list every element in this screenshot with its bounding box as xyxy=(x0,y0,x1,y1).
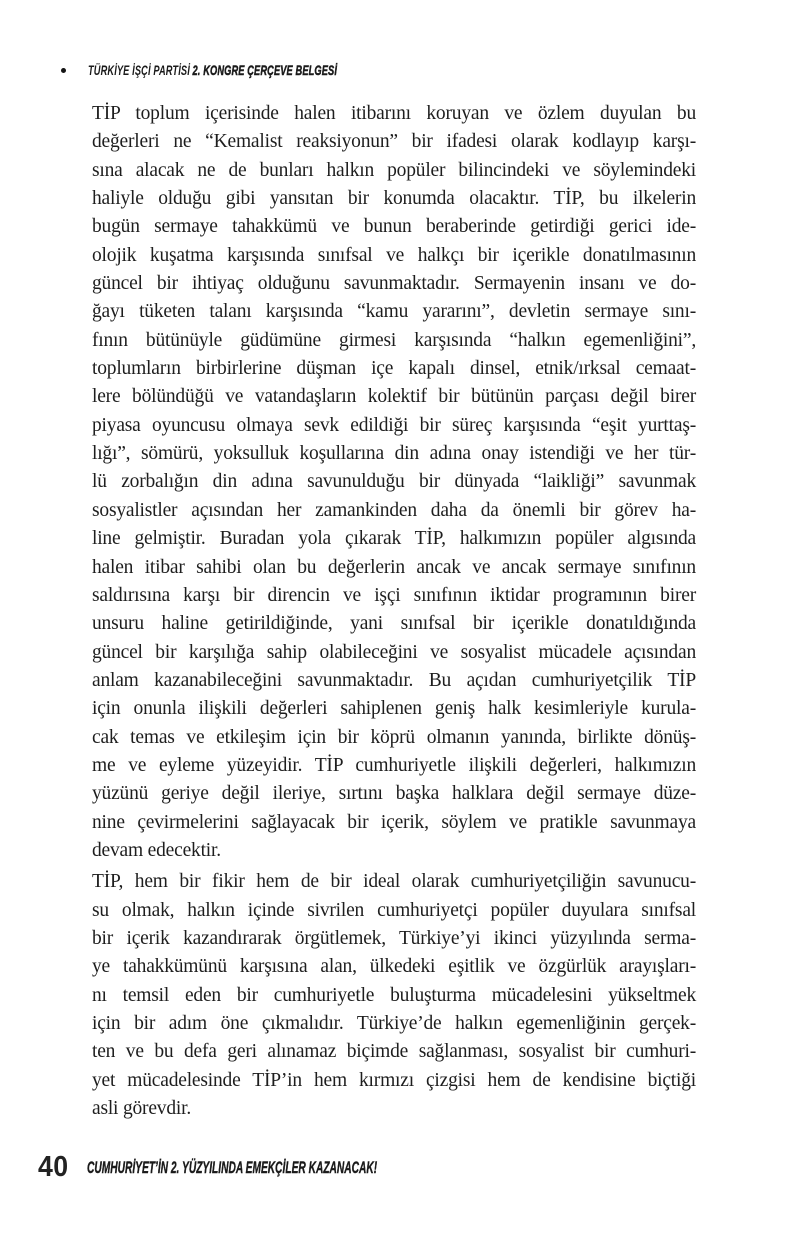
text-line: güncel bir ihtiyaç olduğunu savunmaktadır. Sermayenin insanı ve do- xyxy=(92,273,696,295)
bullet-icon xyxy=(61,68,66,73)
running-header xyxy=(61,63,465,78)
text-line: ten ve bu defa geri alınamaz biçimde sağlanması, sosyalist bir cumhuri- xyxy=(92,1041,696,1063)
text-line: güncel bir karşılığa sahip olabileceğini ve sosyalist mücadele açısından xyxy=(92,641,696,663)
text-line: lığı”, sömürü, yoksulluk koşullarına din adına onay istendiği ve her tür- xyxy=(92,443,696,465)
text-line: line gelmiştir. Buradan yola çıkarak TİP, halkımızın popüler algısında xyxy=(92,528,696,550)
text-line: ye tahakkümünü karşısına alan, ülkedeki eşitlik ve özgürlük arayışları- xyxy=(92,956,696,978)
running-header-title xyxy=(88,63,337,78)
text-line: bir içerik kazandırarak örgütlemek, Türkiye’yi ikinci yüzyılında serma- xyxy=(92,927,696,949)
paragraph xyxy=(92,100,696,865)
text-line: ğayı tüketen talanı karşısında “kamu yararını”, devletin sermaye sını- xyxy=(92,301,696,323)
text-line: bugün sermaye tahakkümü ve bunun beraberinde getirdiği gerici ide- xyxy=(92,216,696,238)
text-line: saldırısına karşı bir direncin ve işçi sınıfının iktidar programının birer xyxy=(92,584,696,606)
text-line: için onunla ilişkili değerleri sahiplenen geniş halk kesimleriyle kurula- xyxy=(92,698,696,720)
text-line: sına alacak ne de bunları halkın popüler bilincindeki ve söylemindeki xyxy=(92,159,696,181)
page-number: 40 xyxy=(38,1151,69,1183)
text-line: unsuru haline getirildiğinde, yani sınıfsal bir içerikle donatıldığında xyxy=(92,613,696,635)
running-header-title-left: TÜRKİYE İŞÇİ PARTİSİ xyxy=(88,62,190,78)
text-line: yet mücadelesinde TİP’in hem kırmızı çizgisi hem de kendisine biçtiği xyxy=(92,1069,696,1091)
text-line: piyasa oyuncusu olmaya sevk edildiği bir süreç karşısında “eşit yurttaş- xyxy=(92,414,696,436)
text-line: halen itibar sahibi olan bu değerlerin ancak ve ancak sermaye sınıfının xyxy=(92,556,696,578)
text-line: için bir adım öne çıkmalıdır. Türkiye’de halkın egemenliğinin gerçek- xyxy=(92,1013,696,1034)
text-line: cak temas ve etkileşim için bir köprü olmanın yanında, birlikte dönüş- xyxy=(92,726,696,748)
text-line: me ve eyleme yüzeyidir. TİP cumhuriyetle ilişkili değerleri, halkımızın xyxy=(92,754,696,776)
text-line: sosyalistler açısından her zamankinden daha da önemli bir görev ha- xyxy=(92,499,696,521)
text-line: değerleri ne “Kemalist reaksiyonun” bir ifadesi olarak kodlayıp karşı- xyxy=(92,131,696,153)
text-line: fının bütünüyle güdümüne girmesi karşısında “halkın egemenliğini”, xyxy=(92,329,696,351)
text-line: olojik kuşatma karşısında sınıfsal ve halkçı bir içerikle donatılmasının xyxy=(92,244,696,266)
text-line: haliyle olduğu gibi yansıtan bir konumda olacaktır. TİP, bu ilkelerin xyxy=(92,188,696,210)
text-line: lere bölündüğü ve vatandaşların kolektif bir bütünün parçası değil birer xyxy=(92,386,696,408)
body-text xyxy=(92,100,696,1126)
text-line: asli görevdir. xyxy=(92,1098,192,1120)
paragraph xyxy=(92,868,696,1123)
text-line: devam edecektir. xyxy=(92,839,221,861)
text-line: nı temsil eden bir cumhuriyetle buluşturma mücadelesini yükseltmek xyxy=(92,984,696,1006)
running-header-title-right: 2. KONGRE ÇERÇEVE BELGESİ xyxy=(192,62,338,78)
footer-slogan: CUMHURİYET’İN 2. YÜZYILINDA EMEKÇİLER KAZANACAK! xyxy=(87,1158,378,1177)
text-line: su olmak, halkın içinde sivrilen cumhuriyetçi popüler duyulara sınıfsal xyxy=(92,899,696,921)
text-line: anlam kazanabileceğini savunmaktadır. Bu açıdan cumhuriyetçilik TİP xyxy=(92,669,696,691)
text-line: toplumların birbirlerine düşman içe kapalı dinsel, etnik/ırksal cemaat- xyxy=(92,358,696,380)
text-line: TİP, hem bir fikir hem de bir ideal olarak cumhuriyetçiliğin savunucu- xyxy=(92,871,696,893)
text-line: TİP toplum içerisinde halen itibarını koruyan ve özlem duyulan bu xyxy=(92,103,696,124)
text-line: lü zorbalığın din adına savunulduğu bir dünyada “laikliği” savunmak xyxy=(92,471,696,493)
text-line: nine çevirmelerini sağlayacak bir içerik, söylem ve pratikle savunmaya xyxy=(92,811,696,833)
text-line: yüzünü geriye değil ileriye, sırtını başka halklara değil sermaye düze- xyxy=(92,783,696,805)
